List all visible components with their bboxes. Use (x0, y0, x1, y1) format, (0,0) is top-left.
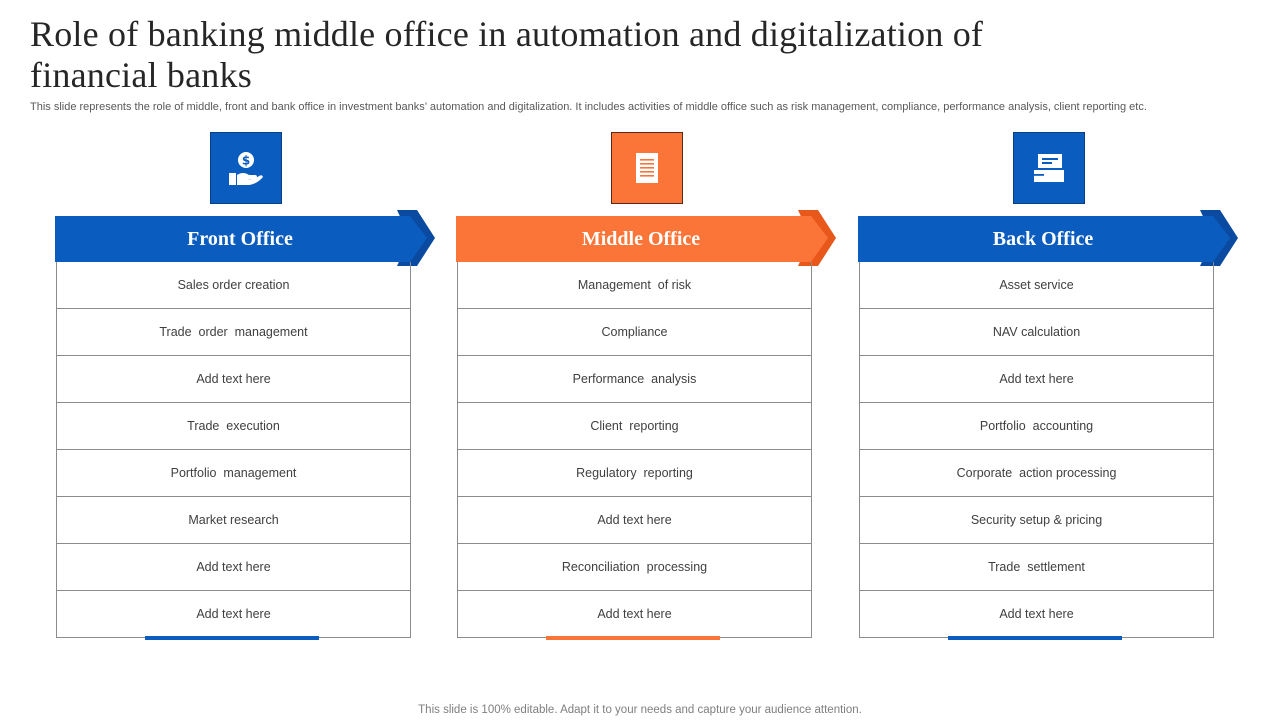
back-office-banner (858, 210, 1238, 266)
middle-office-title: Middle Office (581, 227, 701, 250)
front-office-list (56, 262, 411, 638)
list-item: Add text here (57, 356, 410, 403)
list-item: Market research (57, 497, 410, 544)
back-office-column (858, 132, 1248, 652)
front-office-title: Front Office (187, 227, 293, 250)
list-item: Add text here (57, 544, 410, 591)
slide-subtitle: This slide represents the role of middle, front and bank office in investment banks’ automation and digitalization. It includes activities of middle office such as risk management, compliance, performance analysis, client reporting etc. (30, 101, 1147, 113)
list-item: Portfolio accounting (860, 403, 1213, 450)
list-item: Management of risk (458, 262, 811, 309)
list-item: Reconciliation processing (458, 544, 811, 591)
list-item: Trade order management (57, 309, 410, 356)
front-office-banner (55, 210, 435, 266)
list-item: Sales order creation (57, 262, 410, 309)
list-item: Add text here (860, 591, 1213, 638)
back-office-list (859, 262, 1214, 638)
document-icon (611, 132, 683, 204)
list-item: Client reporting (458, 403, 811, 450)
cash-register-icon (1013, 132, 1085, 204)
accent-bar (546, 636, 720, 640)
svg-text:$: $ (241, 153, 251, 168)
money-hand-icon (210, 132, 282, 204)
list-item: NAV calculation (860, 309, 1213, 356)
slide-title: Role of banking middle office in automation and digitalization of financial banks (30, 14, 984, 95)
list-item: Compliance (458, 309, 811, 356)
accent-bar (948, 636, 1122, 640)
list-item: Add text here (57, 591, 410, 638)
list-item: Trade execution (57, 403, 410, 450)
list-item: Add text here (860, 356, 1213, 403)
list-item: Performance analysis (458, 356, 811, 403)
middle-office-banner (456, 210, 836, 266)
list-item: Add text here (458, 591, 811, 638)
list-item: Portfolio management (57, 450, 410, 497)
middle-office-column (456, 132, 846, 652)
list-item: Security setup & pricing (860, 497, 1213, 544)
accent-bar (145, 636, 319, 640)
front-office-column (55, 132, 445, 652)
list-item: Regulatory reporting (458, 450, 811, 497)
list-item: Trade settlement (860, 544, 1213, 591)
list-item: Asset service (860, 262, 1213, 309)
list-item: Corporate action processing (860, 450, 1213, 497)
back-office-title: Back Office (992, 227, 1094, 250)
middle-office-list (457, 262, 812, 638)
slide-footer: This slide is 100% editable. Adapt it to your needs and capture your audience attention. (418, 704, 862, 716)
list-item: Add text here (458, 497, 811, 544)
